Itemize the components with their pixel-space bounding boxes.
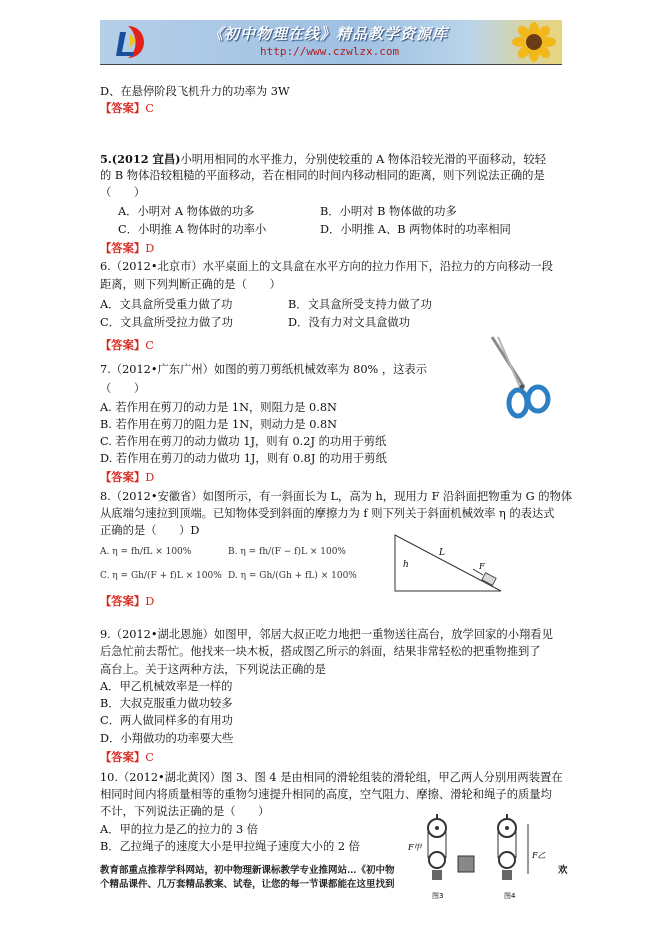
answer-label: 【答案】 (100, 470, 146, 484)
q8-line-3: 正确的是（ ）D (100, 524, 200, 537)
incline-figure (393, 533, 503, 593)
answer-label: 【答案】 (100, 750, 146, 764)
banner-url[interactable]: http://www.czwlzx.com (260, 45, 400, 58)
q8-formula-a: A. η = fh/fL × 100% (100, 547, 192, 557)
q10-line-2: 相同时间内将质量相等的重物匀速提升相同的高度，空气阻力、摩擦、滑轮和绳子的质量均 (100, 788, 552, 801)
q5-answer (100, 240, 154, 257)
q5-line-2: 的 B 物体沿较粗糙的平面移动，若在相同的时间内移动相同的距离，则下列说法正确的是 (100, 169, 545, 182)
q5-line-1 (100, 151, 546, 168)
q7-option-a: A. 若作用在剪刀的动力是 1N，则阻力是 0.8N (100, 401, 337, 414)
q8-formula-c: C. η = Gh/(F + f)L × 100% (100, 571, 222, 581)
answer-label: 【答案】 (100, 338, 146, 352)
q8-formula-d: D. η = Gh/(Gh + fL) × 100% (228, 571, 357, 581)
pulley-force-a-label: F甲 (408, 843, 422, 852)
q8-formula-options (100, 543, 357, 595)
q4-answer (100, 100, 154, 117)
q6-line-2: 距离，则下列判断正确的是（ ） (100, 278, 281, 291)
pulley-force-b-label: F乙 (532, 851, 546, 860)
q6-answer (100, 337, 154, 354)
banner-title: 《初中物理在线》精品教学资源库 (208, 25, 449, 43)
q8-answer (100, 593, 154, 610)
answer-value: D (145, 471, 155, 484)
q6-option-a: A．文具盒所受重力做了功 (100, 298, 233, 311)
q5-source: (2012 宜昌) (111, 152, 181, 166)
answer-value: D (145, 242, 155, 255)
q8-line-2: 从底端匀速拉到顶端。已知物体受到斜面的摩擦力为 f 则下列关于斜面机械效率 η 的表达式 (100, 507, 555, 520)
answer-value: C (145, 102, 154, 115)
answer-label: 【答案】 (100, 101, 146, 115)
incline-force-label: F (479, 562, 485, 571)
q10-line-1: 10.（2012•湖北黄冈）图 3、图 4 是由相同的滑轮组装的滑轮组，甲乙两人分别用两装置在 (100, 771, 563, 784)
answer-value: C (145, 751, 154, 764)
q6-option-d: D．没有力对文具盒做功 (288, 316, 411, 329)
q7-line-1: 7.（2012•广东广州）如图的剪刀剪纸机械效率为 80% ，这表示 (100, 363, 428, 376)
q4-option-d: D、在悬停阶段飞机升力的功率为 3W (100, 85, 290, 98)
q9-option-c: C．两人做同样多的有用功 (100, 714, 233, 727)
q8-line-1: 8.（2012•安徽省）如图所示，有一斜面长为 L，高为 h，现用力 F 沿斜面把物重为 G 的物体 (100, 490, 573, 503)
q9-option-b: B．大叔克服重力做功较多 (100, 697, 233, 710)
q9-option-d: D．小翔做功的功率要大些 (100, 732, 234, 745)
site-logo-icon (108, 22, 148, 62)
q7-option-c: C. 若作用在剪刀的动力做功 1J，则有 0.2J 的功用于剪纸 (100, 435, 387, 448)
incline-length-label: L (439, 548, 445, 558)
q9-line-2: 后急忙前去帮忙。他找来一块木板，搭成图乙所示的斜面，结果非常轻松的把重物推到了 (100, 645, 541, 658)
q7-option-d: D. 若作用在剪刀的动力做功 1J，则有 0.8J 的功用于剪纸 (100, 452, 387, 465)
answer-value: C (145, 339, 154, 352)
footer-line-1-tail: 欢 (558, 865, 568, 876)
footer-line-1: 教育部重点推荐学科网站，初中物理新课标教学专业推网站…《初中物 (100, 865, 395, 876)
q5-text-1: 小明用相同的水平推力，分别使较重的 A 物体沿较光滑的平面移动，较轻 (180, 153, 547, 166)
q9-line-1: 9.（2012•湖北恩施）如图甲，邻居大叔正吃力地把一重物送往高台，放学回家的小翔看见 (100, 628, 553, 641)
header-banner (100, 20, 562, 65)
q7-answer (100, 469, 154, 486)
q10-line-3: 不计，下列说法正确的是（ ） (100, 805, 270, 818)
scissors-figure (488, 335, 554, 421)
footer-line-2: 个精品课件、几万套精品教案、试卷，让您的每一节课都能在这里找到 (100, 879, 395, 890)
answer-label: 【答案】 (100, 241, 146, 255)
incline-height-label: h (403, 560, 409, 570)
q9-line-3: 高台上。关于这两种方法，下列说法正确的是 (100, 663, 326, 676)
q5-option-d: D．小明推 A、B 两物体时的功率相同 (320, 223, 511, 236)
answer-label: 【答案】 (100, 594, 146, 608)
q6-option-c: C．文具盒所受拉力做了功 (100, 316, 233, 329)
q10-option-b: B．乙拉绳子的速度大小是甲拉绳子速度大小的 2 倍 (100, 840, 360, 853)
q9-option-a: A．甲乙机械效率是一样的 (100, 680, 233, 693)
q5-option-c: C．小明推 A 物体时的功率小 (118, 223, 267, 236)
q5-option-b: B．小明对 B 物体做的功多 (320, 205, 457, 218)
header-divider (100, 64, 562, 65)
q5-line-3: （ ） (100, 186, 146, 199)
q10-option-a: A．甲的拉力是乙的拉力的 3 倍 (100, 823, 259, 836)
q8-formula-b: B. η = fh/(F − f)L × 100% (228, 547, 346, 557)
q7-option-b: B. 若作用在剪刀的阻力是 1N，则动力是 0.8N (100, 418, 338, 431)
q9-answer (100, 749, 154, 766)
pulley-figures (406, 814, 556, 902)
q6-option-b: B．文具盒所受支持力做了功 (288, 298, 432, 311)
q5-option-a: A．小明对 A 物体做的功多 (118, 205, 255, 218)
figure-4-caption: 图4 (504, 892, 516, 900)
q6-line-1: 6.（2012•北京市）水平桌面上的文具盒在水平方向的拉力作用下，沿拉力的方向移动一段 (100, 260, 553, 273)
q7-line-2: （ ） (100, 382, 146, 395)
answer-value: D (145, 595, 155, 608)
figure-3-caption: 图3 (432, 892, 444, 900)
sunflower-icon (512, 22, 556, 62)
q5-number: 5. (100, 152, 112, 166)
